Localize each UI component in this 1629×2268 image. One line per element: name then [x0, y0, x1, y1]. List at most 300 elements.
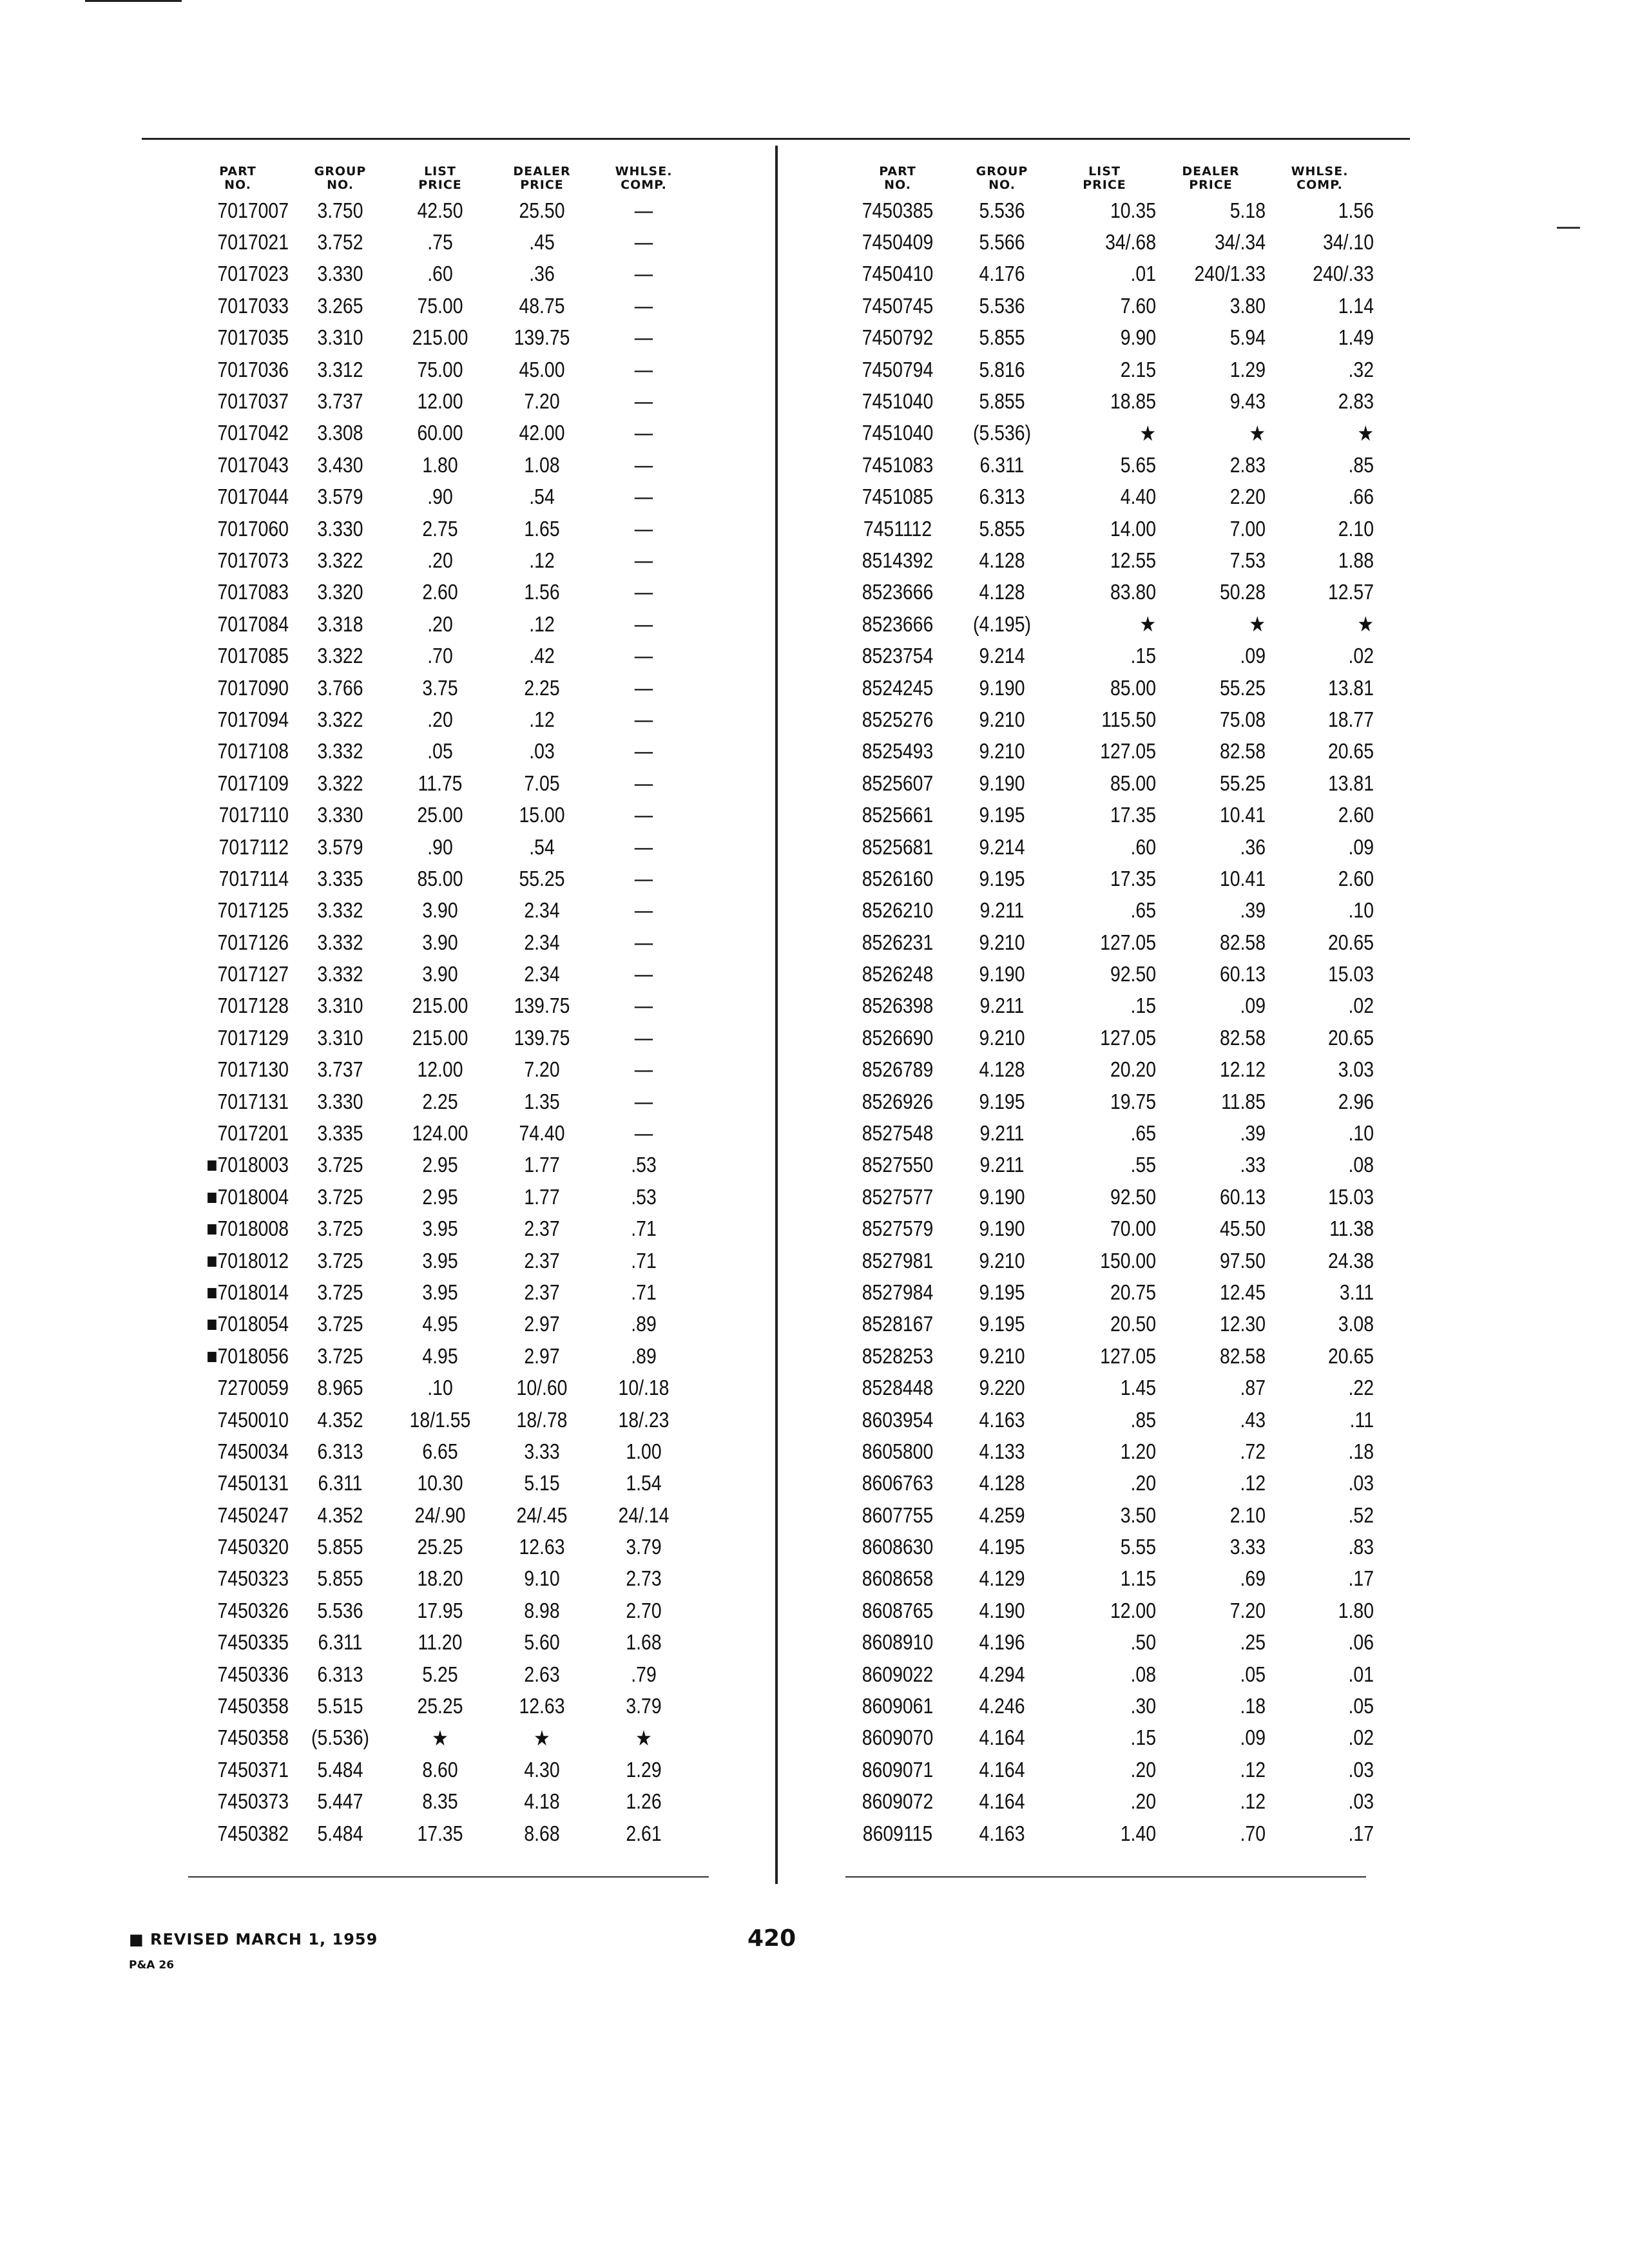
whlse-comp-cell: ★: [1357, 421, 1374, 445]
group-no-cell: 4.176: [979, 262, 1025, 286]
whlse-comp-cell: 2.60: [1338, 803, 1374, 827]
dealer-price-cell: 4.30: [524, 1757, 560, 1782]
table-row: [187, 544, 728, 576]
table-row: [187, 1499, 728, 1531]
group-no-cell: 5.855: [979, 516, 1025, 541]
dealer-price-cell: .69: [1240, 1566, 1266, 1591]
table-row: [844, 1149, 1385, 1181]
list-price-cell: 3.50: [1120, 1503, 1156, 1527]
group-no-cell: 4.190: [979, 1598, 1025, 1622]
table-row: [187, 354, 728, 385]
list-price-cell: ★: [1139, 612, 1156, 637]
part-no-cell: 7017127: [217, 962, 289, 986]
table-row: [844, 1054, 1385, 1086]
group-no-cell: 3.332: [317, 898, 363, 923]
table-row: [844, 1117, 1385, 1149]
group-no-cell: 6.313: [317, 1439, 363, 1463]
dealer-price-cell: 24/.45: [516, 1503, 568, 1527]
group-no-cell: 5.515: [317, 1694, 363, 1718]
whlse-comp-cell: —: [634, 485, 653, 509]
part-no-cell: 8605800: [862, 1439, 934, 1463]
group-no-cell: 4.164: [979, 1725, 1025, 1750]
list-price-cell: 3.75: [422, 675, 458, 700]
table-row: [844, 927, 1385, 958]
part-no-cell: 7450792: [862, 325, 934, 350]
group-no-cell: 3.752: [317, 230, 363, 255]
table-row: [187, 736, 728, 767]
part-no-cell: 8525681: [862, 834, 934, 859]
group-no-cell: 5.536: [317, 1598, 363, 1622]
part-no-cell: 7017033: [217, 293, 289, 318]
group-no-cell: 3.725: [317, 1312, 363, 1336]
group-no-cell: 3.579: [317, 485, 363, 509]
dealer-price-cell: .33: [1240, 1153, 1266, 1177]
whlse-comp-cell: 3.79: [626, 1694, 662, 1718]
dealer-price-cell: 5.60: [524, 1630, 560, 1655]
table-row: [187, 608, 728, 640]
part-no-cell: 8609061: [862, 1694, 934, 1718]
dealer-price-cell: 60.13: [1219, 962, 1266, 986]
group-no-cell: 9.195: [979, 1280, 1025, 1304]
table-row: [844, 385, 1385, 417]
whlse-comp-cell: —: [634, 962, 653, 986]
table-row: [844, 1372, 1385, 1403]
group-no-cell: 4.195: [979, 1535, 1025, 1559]
part-no-cell: 7017037: [217, 389, 289, 414]
list-price-cell: .70: [427, 644, 453, 668]
part-no-cell: 7450320: [217, 1535, 289, 1559]
dealer-price-cell: 55.25: [1219, 771, 1266, 795]
list-price-cell: 2.75: [422, 516, 458, 541]
group-no-cell: 5.566: [979, 230, 1025, 255]
list-price-cell: 17.95: [417, 1598, 463, 1622]
list-price-cell: 18/1.55: [409, 1407, 471, 1432]
dealer-price-cell: 9.10: [524, 1566, 560, 1591]
whlse-comp-cell: —: [634, 580, 653, 604]
group-no-cell: 9.214: [979, 834, 1025, 859]
list-price-cell: 215.00: [412, 994, 468, 1018]
list-price-cell: 85.00: [1110, 675, 1156, 700]
table-row: [187, 1086, 728, 1117]
table-row: [844, 895, 1385, 927]
dealer-price-cell: 60.13: [1219, 1184, 1266, 1209]
list-price-cell: 42.50: [417, 198, 463, 222]
list-price-cell: 215.00: [412, 1025, 468, 1050]
list-price-cell: 1.45: [1120, 1376, 1156, 1400]
table-row: [187, 990, 728, 1022]
group-no-cell: (4.195): [973, 611, 1031, 636]
table-row: [187, 863, 728, 894]
list-price-cell: .50: [1130, 1630, 1156, 1655]
whlse-comp-cell: 2.60: [1338, 866, 1374, 890]
bottom-rule-right: [845, 1876, 1366, 1878]
table-row: [187, 1531, 728, 1562]
part-no-cell: 7450410: [862, 262, 934, 286]
dealer-price-cell: 4.18: [524, 1789, 560, 1814]
group-no-cell: 4.163: [979, 1407, 1025, 1432]
table-row: [187, 799, 728, 831]
part-no-cell: 8528167: [862, 1312, 934, 1336]
group-no-cell: 4.128: [979, 548, 1025, 572]
dealer-price-cell: 2.83: [1229, 452, 1266, 477]
group-no-cell: 3.725: [317, 1248, 363, 1273]
top-edge-mark: [85, 0, 182, 2]
whlse-comp-cell: 15.03: [1327, 962, 1374, 986]
right-table-header: [844, 146, 1385, 195]
table-row: [187, 1468, 728, 1499]
list-price-cell: 12.00: [1110, 1598, 1156, 1622]
part-no-cell: 7017023: [217, 262, 289, 286]
table-row: [187, 1181, 728, 1213]
list-price-cell: 3.95: [422, 1216, 458, 1241]
dealer-price-cell: 2.25: [524, 675, 560, 700]
group-no-cell: 3.725: [317, 1343, 363, 1368]
group-no-cell: 3.312: [317, 357, 363, 381]
table-row: [187, 1786, 728, 1818]
part-no-cell: ■7018008: [206, 1216, 289, 1241]
whlse-comp-cell: 240/.33: [1313, 262, 1374, 286]
group-no-cell: 9.195: [979, 1312, 1025, 1336]
table-row: [187, 385, 728, 417]
list-price-cell: 115.50: [1101, 707, 1156, 731]
whlse-comp-cell: 10/.18: [618, 1376, 670, 1400]
part-no-cell: 8527548: [862, 1121, 934, 1146]
group-no-cell: 3.725: [317, 1216, 363, 1241]
part-no-cell: 7450371: [217, 1757, 289, 1782]
whlse-comp-cell: .89: [631, 1343, 657, 1368]
whlse-comp-cell: —: [634, 898, 653, 923]
dealer-price-cell: ★: [1249, 421, 1266, 445]
group-no-cell: 9.195: [979, 1089, 1025, 1113]
dealer-price-cell: .54: [529, 834, 555, 859]
dealer-price-cell: .25: [1240, 1630, 1266, 1655]
table-row: [187, 640, 728, 671]
list-price-cell: 24/.90: [414, 1503, 466, 1527]
group-no-cell: 9.190: [979, 962, 1025, 986]
group-no-cell: 6.311: [979, 452, 1025, 477]
dealer-price-cell: 2.37: [524, 1280, 560, 1304]
part-no-cell: 8526398: [862, 994, 934, 1018]
dealer-price-cell: .12: [1240, 1471, 1266, 1495]
list-price-cell: 8.35: [422, 1789, 458, 1814]
part-no-cell: 7017130: [217, 1057, 289, 1082]
whlse-comp-cell: —: [634, 198, 653, 222]
group-no-cell: 6.311: [318, 1630, 363, 1655]
table-row: [844, 1086, 1385, 1117]
top-rule: [142, 138, 1410, 140]
whlse-comp-cell: .32: [1348, 357, 1374, 381]
group-no-cell: 9.190: [979, 1184, 1025, 1209]
table-row: [844, 1786, 1385, 1818]
part-no-cell: 7451085: [862, 485, 934, 509]
dealer-price-cell: 82.58: [1219, 739, 1266, 764]
list-price-cell: 127.05: [1100, 1343, 1156, 1368]
left-table-body: [187, 195, 728, 1849]
whlse-comp-cell: .53: [631, 1153, 657, 1177]
table-row: [844, 449, 1385, 481]
margin-mark: [1557, 227, 1580, 229]
group-no-cell: 3.335: [317, 866, 363, 890]
group-no-cell: 3.330: [317, 1089, 363, 1113]
whlse-comp-cell: .03: [1348, 1471, 1374, 1495]
table-row: [187, 1340, 728, 1372]
group-no-cell: 3.725: [317, 1184, 363, 1209]
group-no-cell: 9.211: [979, 994, 1025, 1018]
part-no-cell: 8527550: [862, 1153, 934, 1177]
whlse-comp-cell: 1.54: [626, 1471, 662, 1495]
list-price-cell: 2.95: [422, 1153, 458, 1177]
list-price-cell: .20: [427, 707, 453, 731]
part-no-cell: 8526789: [862, 1057, 934, 1082]
list-price-cell: 1.40: [1120, 1821, 1156, 1845]
dealer-price-cell: 5.15: [524, 1471, 560, 1495]
whlse-comp-cell: —: [634, 771, 653, 795]
dealer-price-cell: .12: [529, 707, 555, 731]
dealer-price-cell: 18/.78: [516, 1407, 568, 1432]
part-no-cell: 8523754: [862, 644, 934, 668]
table-row: [187, 1309, 728, 1340]
group-no-cell: 9.210: [979, 707, 1025, 731]
bottom-rule-left: [188, 1876, 709, 1878]
list-price-cell: 215.00: [412, 325, 468, 350]
left-price-table: [187, 146, 728, 1849]
right-price-table: [844, 146, 1385, 1849]
dealer-price-cell: .36: [529, 262, 555, 286]
group-no-cell: 5.484: [317, 1757, 363, 1782]
dealer-price-cell: 2.34: [524, 898, 560, 923]
table-row: [844, 1818, 1385, 1849]
group-no-cell: 9.190: [979, 1216, 1025, 1241]
part-no-cell: 8523666: [862, 580, 934, 604]
list-price-cell: 25.00: [417, 803, 463, 827]
table-row: [844, 863, 1385, 894]
dealer-price-cell: .05: [1240, 1662, 1266, 1686]
list-price-cell: 85.00: [417, 866, 463, 890]
dealer-price-cell: ★: [534, 1725, 550, 1750]
part-no-cell: 7450409: [862, 230, 934, 255]
list-price-cell: .20: [1130, 1471, 1156, 1495]
dealer-price-cell: 9.43: [1229, 389, 1266, 414]
table-row: [844, 704, 1385, 735]
table-row: [187, 1627, 728, 1658]
part-no-cell: 7450010: [217, 1407, 289, 1432]
group-no-cell: 3.330: [317, 803, 363, 827]
table-row: [844, 418, 1385, 449]
group-no-cell: 3.335: [317, 1121, 363, 1146]
part-no-cell: 8525493: [862, 739, 934, 764]
part-no-cell: ■7018004: [206, 1184, 289, 1209]
list-price-cell: 25.25: [417, 1535, 463, 1559]
part-no-cell: ■7018003: [206, 1153, 289, 1177]
dealer-price-cell: 2.97: [524, 1343, 560, 1368]
group-no-cell: 5.855: [317, 1566, 363, 1591]
list-price-cell: 83.80: [1110, 580, 1156, 604]
whlse-comp-cell: 13.81: [1327, 675, 1374, 700]
list-price-cell: 75.00: [417, 357, 463, 381]
table-row: [844, 1276, 1385, 1308]
whlse-comp-cell: —: [634, 994, 653, 1018]
group-no-cell: 4.128: [979, 1471, 1025, 1495]
dealer-price-cell: 55.25: [519, 866, 565, 890]
group-no-cell: 4.128: [979, 580, 1025, 604]
group-no-cell: 6.311: [318, 1471, 363, 1495]
group-no-cell: 9.210: [979, 1025, 1025, 1050]
list-price-cell: 10.30: [417, 1471, 463, 1495]
table-row: [187, 1436, 728, 1467]
list-price-cell: 70.00: [1110, 1216, 1156, 1241]
dealer-price-cell: 2.34: [524, 930, 560, 954]
whlse-comp-cell: 12.57: [1327, 580, 1374, 604]
table-row: [187, 1722, 728, 1754]
left-table-header: [187, 146, 728, 195]
table-row: [187, 481, 728, 513]
list-price-cell: 10.35: [1110, 198, 1156, 222]
whlse-comp-cell: .02: [1348, 644, 1374, 668]
whlse-comp-cell: .22: [1348, 1376, 1374, 1400]
list-price-cell: 4.95: [422, 1312, 458, 1336]
list-price-cell: 60.00: [417, 421, 463, 445]
header-whlse-comp: WHLSE. COMP.: [615, 164, 673, 192]
table-row: [844, 354, 1385, 385]
list-price-cell: .90: [427, 485, 453, 509]
table-row: [187, 1658, 728, 1690]
header-dealer-price: DEALER PRICE: [513, 164, 571, 192]
dealer-price-cell: 10.41: [1219, 803, 1266, 827]
whlse-comp-cell: 2.96: [1338, 1089, 1374, 1113]
dealer-price-cell: 2.10: [1229, 1503, 1266, 1527]
form-code: P&A 26: [129, 1959, 175, 1972]
list-price-cell: 2.95: [422, 1184, 458, 1209]
group-no-cell: 4.196: [979, 1630, 1025, 1655]
list-price-cell: 12.00: [417, 1057, 463, 1082]
table-row: [844, 990, 1385, 1022]
part-no-cell: ■7018014: [206, 1280, 289, 1304]
group-no-cell: 8.965: [317, 1376, 363, 1400]
part-no-cell: 7450358: [217, 1725, 289, 1750]
dealer-price-cell: 82.58: [1219, 1343, 1266, 1368]
whlse-comp-cell: 20.65: [1327, 930, 1374, 954]
list-price-cell: 11.75: [418, 771, 463, 795]
list-price-cell: 14.00: [1110, 516, 1156, 541]
list-price-cell: .15: [1130, 1725, 1156, 1750]
dealer-price-cell: 139.75: [514, 1025, 570, 1050]
dealer-price-cell: 7.20: [524, 389, 560, 414]
whlse-comp-cell: 2.61: [626, 1821, 662, 1845]
whlse-comp-cell: 1.00: [626, 1439, 662, 1463]
part-no-cell: 8524245: [862, 675, 934, 700]
dealer-price-cell: 97.50: [1219, 1248, 1266, 1273]
table-row: [844, 1531, 1385, 1562]
part-no-cell: ■7018012: [206, 1248, 289, 1273]
table-row: [187, 672, 728, 704]
part-no-cell: 7450385: [862, 198, 934, 222]
part-no-cell: 7017043: [217, 452, 289, 477]
table-row: [187, 1149, 728, 1181]
table-row: [187, 767, 728, 799]
whlse-comp-cell: 1.88: [1338, 548, 1374, 572]
part-no-cell: ■7018054: [206, 1312, 289, 1336]
dealer-price-cell: 139.75: [514, 325, 570, 350]
dealer-price-cell: .03: [529, 739, 555, 764]
whlse-comp-cell: —: [634, 644, 653, 668]
dealer-price-cell: 7.20: [1229, 1598, 1266, 1622]
part-no-cell: 8528448: [862, 1376, 934, 1400]
part-no-cell: 7450358: [217, 1694, 289, 1718]
group-no-cell: 3.725: [317, 1153, 363, 1177]
table-row: [187, 258, 728, 290]
list-price-cell: .85: [1130, 1407, 1156, 1432]
part-no-cell: 7017110: [218, 803, 289, 827]
part-no-cell: 7017060: [217, 516, 289, 541]
table-row: [187, 831, 728, 863]
dealer-price-cell: 7.05: [524, 771, 560, 795]
whlse-comp-cell: 2.70: [626, 1598, 662, 1622]
dealer-price-cell: 8.98: [524, 1598, 560, 1622]
group-no-cell: 3.330: [317, 262, 363, 286]
dealer-price-cell: 7.53: [1229, 548, 1266, 572]
whlse-comp-cell: 1.49: [1338, 325, 1374, 350]
group-no-cell: 4.163: [979, 1821, 1025, 1845]
dealer-price-cell: ★: [1249, 612, 1266, 637]
part-no-cell: 7017090: [217, 675, 289, 700]
dealer-price-cell: 1.29: [1229, 357, 1266, 381]
whlse-comp-cell: 3.03: [1338, 1057, 1374, 1082]
table-row: [844, 640, 1385, 671]
whlse-comp-cell: .17: [1348, 1821, 1374, 1845]
whlse-comp-cell: 1.26: [626, 1789, 662, 1814]
list-price-cell: .08: [1130, 1662, 1156, 1686]
list-price-cell: 17.35: [417, 1821, 463, 1845]
part-no-cell: 7450745: [862, 293, 934, 318]
dealer-price-cell: 2.20: [1229, 485, 1266, 509]
whlse-comp-cell: .10: [1348, 898, 1374, 923]
table-row: [187, 577, 728, 608]
part-no-cell: 8608658: [862, 1566, 934, 1591]
part-no-cell: 8526231: [862, 930, 934, 954]
part-no-cell: 7451083: [862, 452, 934, 477]
group-no-cell: 4.133: [979, 1439, 1025, 1463]
list-price-cell: .20: [427, 611, 453, 636]
dealer-price-cell: 15.00: [519, 803, 565, 827]
whlse-comp-cell: .18: [1348, 1439, 1374, 1463]
group-no-cell: 3.766: [317, 675, 363, 700]
group-no-cell: 4.352: [317, 1407, 363, 1432]
group-no-cell: 4.128: [979, 1057, 1025, 1082]
list-price-cell: 34/.68: [1105, 230, 1156, 255]
table-row: [187, 1563, 728, 1595]
list-price-cell: 92.50: [1110, 1184, 1156, 1209]
dealer-price-cell: 25.50: [519, 198, 565, 222]
part-no-cell: 8609072: [862, 1789, 934, 1814]
table-row: [187, 322, 728, 354]
list-price-cell: 4.40: [1120, 485, 1156, 509]
table-row: [844, 1245, 1385, 1276]
list-price-cell: .55: [1130, 1153, 1156, 1177]
dealer-price-cell: .12: [1240, 1789, 1266, 1814]
whlse-comp-cell: .02: [1348, 1725, 1374, 1750]
part-no-cell: 7450326: [217, 1598, 289, 1622]
list-price-cell: 20.75: [1110, 1280, 1156, 1304]
part-no-cell: 8526210: [862, 898, 934, 923]
dealer-price-cell: 3.33: [1229, 1535, 1266, 1559]
group-no-cell: 3.332: [317, 930, 363, 954]
group-no-cell: 5.536: [979, 293, 1025, 318]
group-no-cell: 9.195: [979, 803, 1025, 827]
part-no-cell: 7017044: [217, 485, 289, 509]
list-price-cell: 17.35: [1110, 866, 1156, 890]
group-no-cell: 3.310: [317, 994, 363, 1018]
list-price-cell: 127.05: [1100, 1025, 1156, 1050]
